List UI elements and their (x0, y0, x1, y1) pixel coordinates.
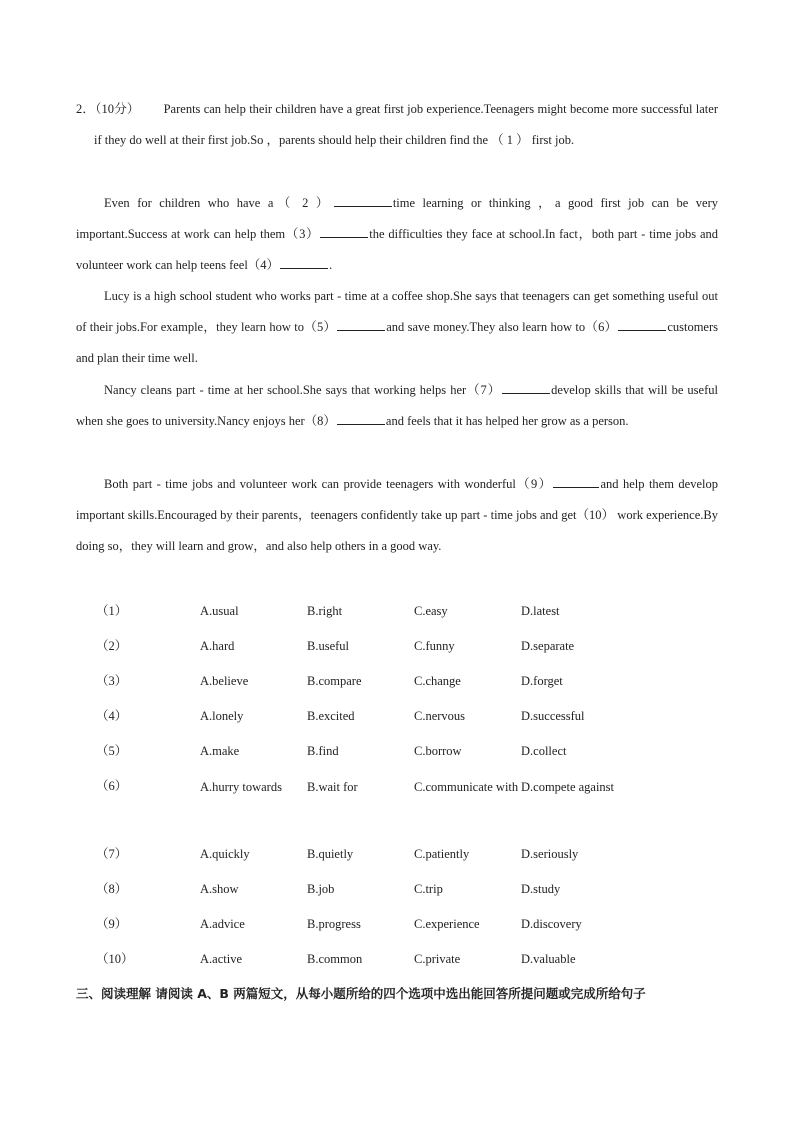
option-row (76, 596, 718, 627)
answer-blank-8[interactable] (337, 410, 385, 425)
option-c[interactable]: C.nervous (414, 709, 466, 723)
option-row (76, 666, 718, 697)
option-row (76, 631, 718, 662)
question-paragraph-2 (76, 188, 718, 282)
question-paragraph-4 (76, 375, 718, 437)
paragraph-text: customers and plan their time well. (76, 320, 718, 366)
option-a[interactable]: A.show (200, 882, 239, 896)
option-row (76, 839, 718, 870)
option-c[interactable]: C.trip (414, 882, 443, 896)
paragraph-text: Even for children who have a（ 2 ） (104, 196, 333, 210)
section-heading: 三、阅读理解 请阅读 A、B 两篇短文，从每小题所给的四个选项中选出能回答所提问题或完成所给句子 (76, 986, 646, 1001)
option-b[interactable]: B.compare (307, 674, 362, 688)
option-d[interactable]: D.latest (521, 604, 560, 618)
question-number: 2． (76, 102, 96, 116)
option-d[interactable]: D.discovery (521, 917, 582, 931)
answer-blank-2[interactable] (334, 192, 392, 207)
question-paragraph-1 (76, 94, 718, 156)
option-a[interactable]: A.lonely (200, 709, 244, 723)
option-number: （6） (96, 779, 128, 793)
answer-blank-4[interactable] (280, 254, 328, 269)
option-number: （1） (96, 604, 128, 618)
option-number: （10） (96, 952, 134, 966)
answer-blank-5[interactable] (337, 316, 385, 331)
option-d[interactable]: D.seriously (521, 847, 579, 861)
option-b[interactable]: B.progress (307, 917, 361, 931)
option-d[interactable]: D.collect (521, 744, 567, 758)
option-number: （3） (96, 674, 128, 688)
option-c[interactable]: C.experience (414, 917, 480, 931)
option-c[interactable]: C.private (414, 952, 461, 966)
option-c[interactable]: C.patiently (414, 847, 470, 861)
paragraph-text: and feels that it has helped her grow as a person. (385, 414, 629, 429)
option-c[interactable]: C.communicate with (414, 780, 519, 794)
option-number: （7） (96, 847, 128, 861)
option-d[interactable]: D.study (521, 882, 561, 896)
option-number: （9） (96, 917, 128, 931)
option-d[interactable]: D.separate (521, 639, 575, 653)
option-row (76, 771, 718, 835)
option-b[interactable]: B.excited (307, 709, 355, 723)
paragraph-text: Both part - time jobs and volunteer work can provide teenagers with wonderful（9） (104, 477, 553, 491)
option-a[interactable]: A.usual (200, 604, 239, 618)
option-d[interactable]: D.successful (521, 709, 585, 723)
option-number: （5） (96, 744, 128, 758)
option-d[interactable]: D.forget (521, 674, 563, 688)
option-c[interactable]: C.easy (414, 604, 448, 618)
option-c[interactable]: C.change (414, 674, 461, 688)
option-b[interactable]: B.useful (307, 639, 350, 653)
option-c[interactable]: C.funny (414, 639, 455, 653)
paragraph-text: time learning or thinking ，a good first job can be very important.Success at work can help them（3） (76, 196, 719, 242)
question-points: （10分） (95, 102, 140, 116)
paragraph-text: and help them develop important skills.Encouraged by their parents，teenagers confidently take up part - time jobs and get（10） work experience.By doing so，they will learn and grow，and also help others in a good way. (76, 477, 718, 554)
option-number: （2） (96, 639, 128, 653)
option-d[interactable]: D.valuable (521, 952, 576, 966)
option-a[interactable]: A.hurry towards (200, 780, 282, 794)
option-a[interactable]: A.hard (200, 639, 235, 653)
option-number: （4） (96, 709, 128, 723)
paragraph-text: Parents can help their children have a great first job experience.Teenagers might become more successful later if they do well at their first job.So ，parents should help their children find the （ 1 ） first job. (94, 102, 718, 148)
answer-blank-9[interactable] (553, 473, 599, 488)
option-a[interactable]: A.make (200, 744, 240, 758)
option-row (76, 944, 718, 975)
answer-blank-6[interactable] (618, 316, 666, 331)
paragraph-text: . (329, 258, 333, 273)
question-paragraph-3 (76, 281, 718, 375)
option-a[interactable]: A.advice (200, 917, 245, 931)
answer-blank-7[interactable] (502, 379, 550, 394)
option-row (76, 874, 718, 905)
option-row (76, 736, 718, 767)
paragraph-text: Nancy cleans part - time at her school.She says that working helps her（7） (104, 383, 502, 397)
paragraph-text: the difficulties they face at school.In fact，both part - time jobs and volunteer work can help teens feel（4） (76, 227, 718, 273)
option-d[interactable]: D.compete against (521, 780, 615, 794)
option-b[interactable]: B.common (307, 952, 363, 966)
paragraph-text: develop skills that will be useful when she goes to university.Nancy enjoys her（8） (76, 383, 718, 429)
option-b[interactable]: B.wait for (307, 780, 358, 794)
option-number: （8） (96, 882, 128, 896)
options-table (76, 596, 718, 975)
paragraph-text: Lucy is a high school student who works part - time at a coffee shop.She says that teenagers can get something useful out of their jobs.For example，they learn how to（5） (76, 289, 718, 335)
option-row (76, 909, 718, 940)
option-c[interactable]: C.borrow (414, 744, 462, 758)
option-a[interactable]: A.active (200, 952, 242, 966)
option-b[interactable]: B.find (307, 744, 339, 758)
option-a[interactable]: A.quickly (200, 847, 250, 861)
answer-blank-3[interactable] (320, 223, 368, 238)
option-a[interactable]: A.believe (200, 674, 249, 688)
question-paragraph-5 (76, 469, 718, 563)
option-b[interactable]: B.quietly (307, 847, 354, 861)
option-b[interactable]: B.job (307, 882, 335, 896)
option-row (76, 701, 718, 732)
paragraph-text: and save money.They also learn how to（6） (386, 320, 618, 335)
option-b[interactable]: B.right (307, 604, 343, 618)
